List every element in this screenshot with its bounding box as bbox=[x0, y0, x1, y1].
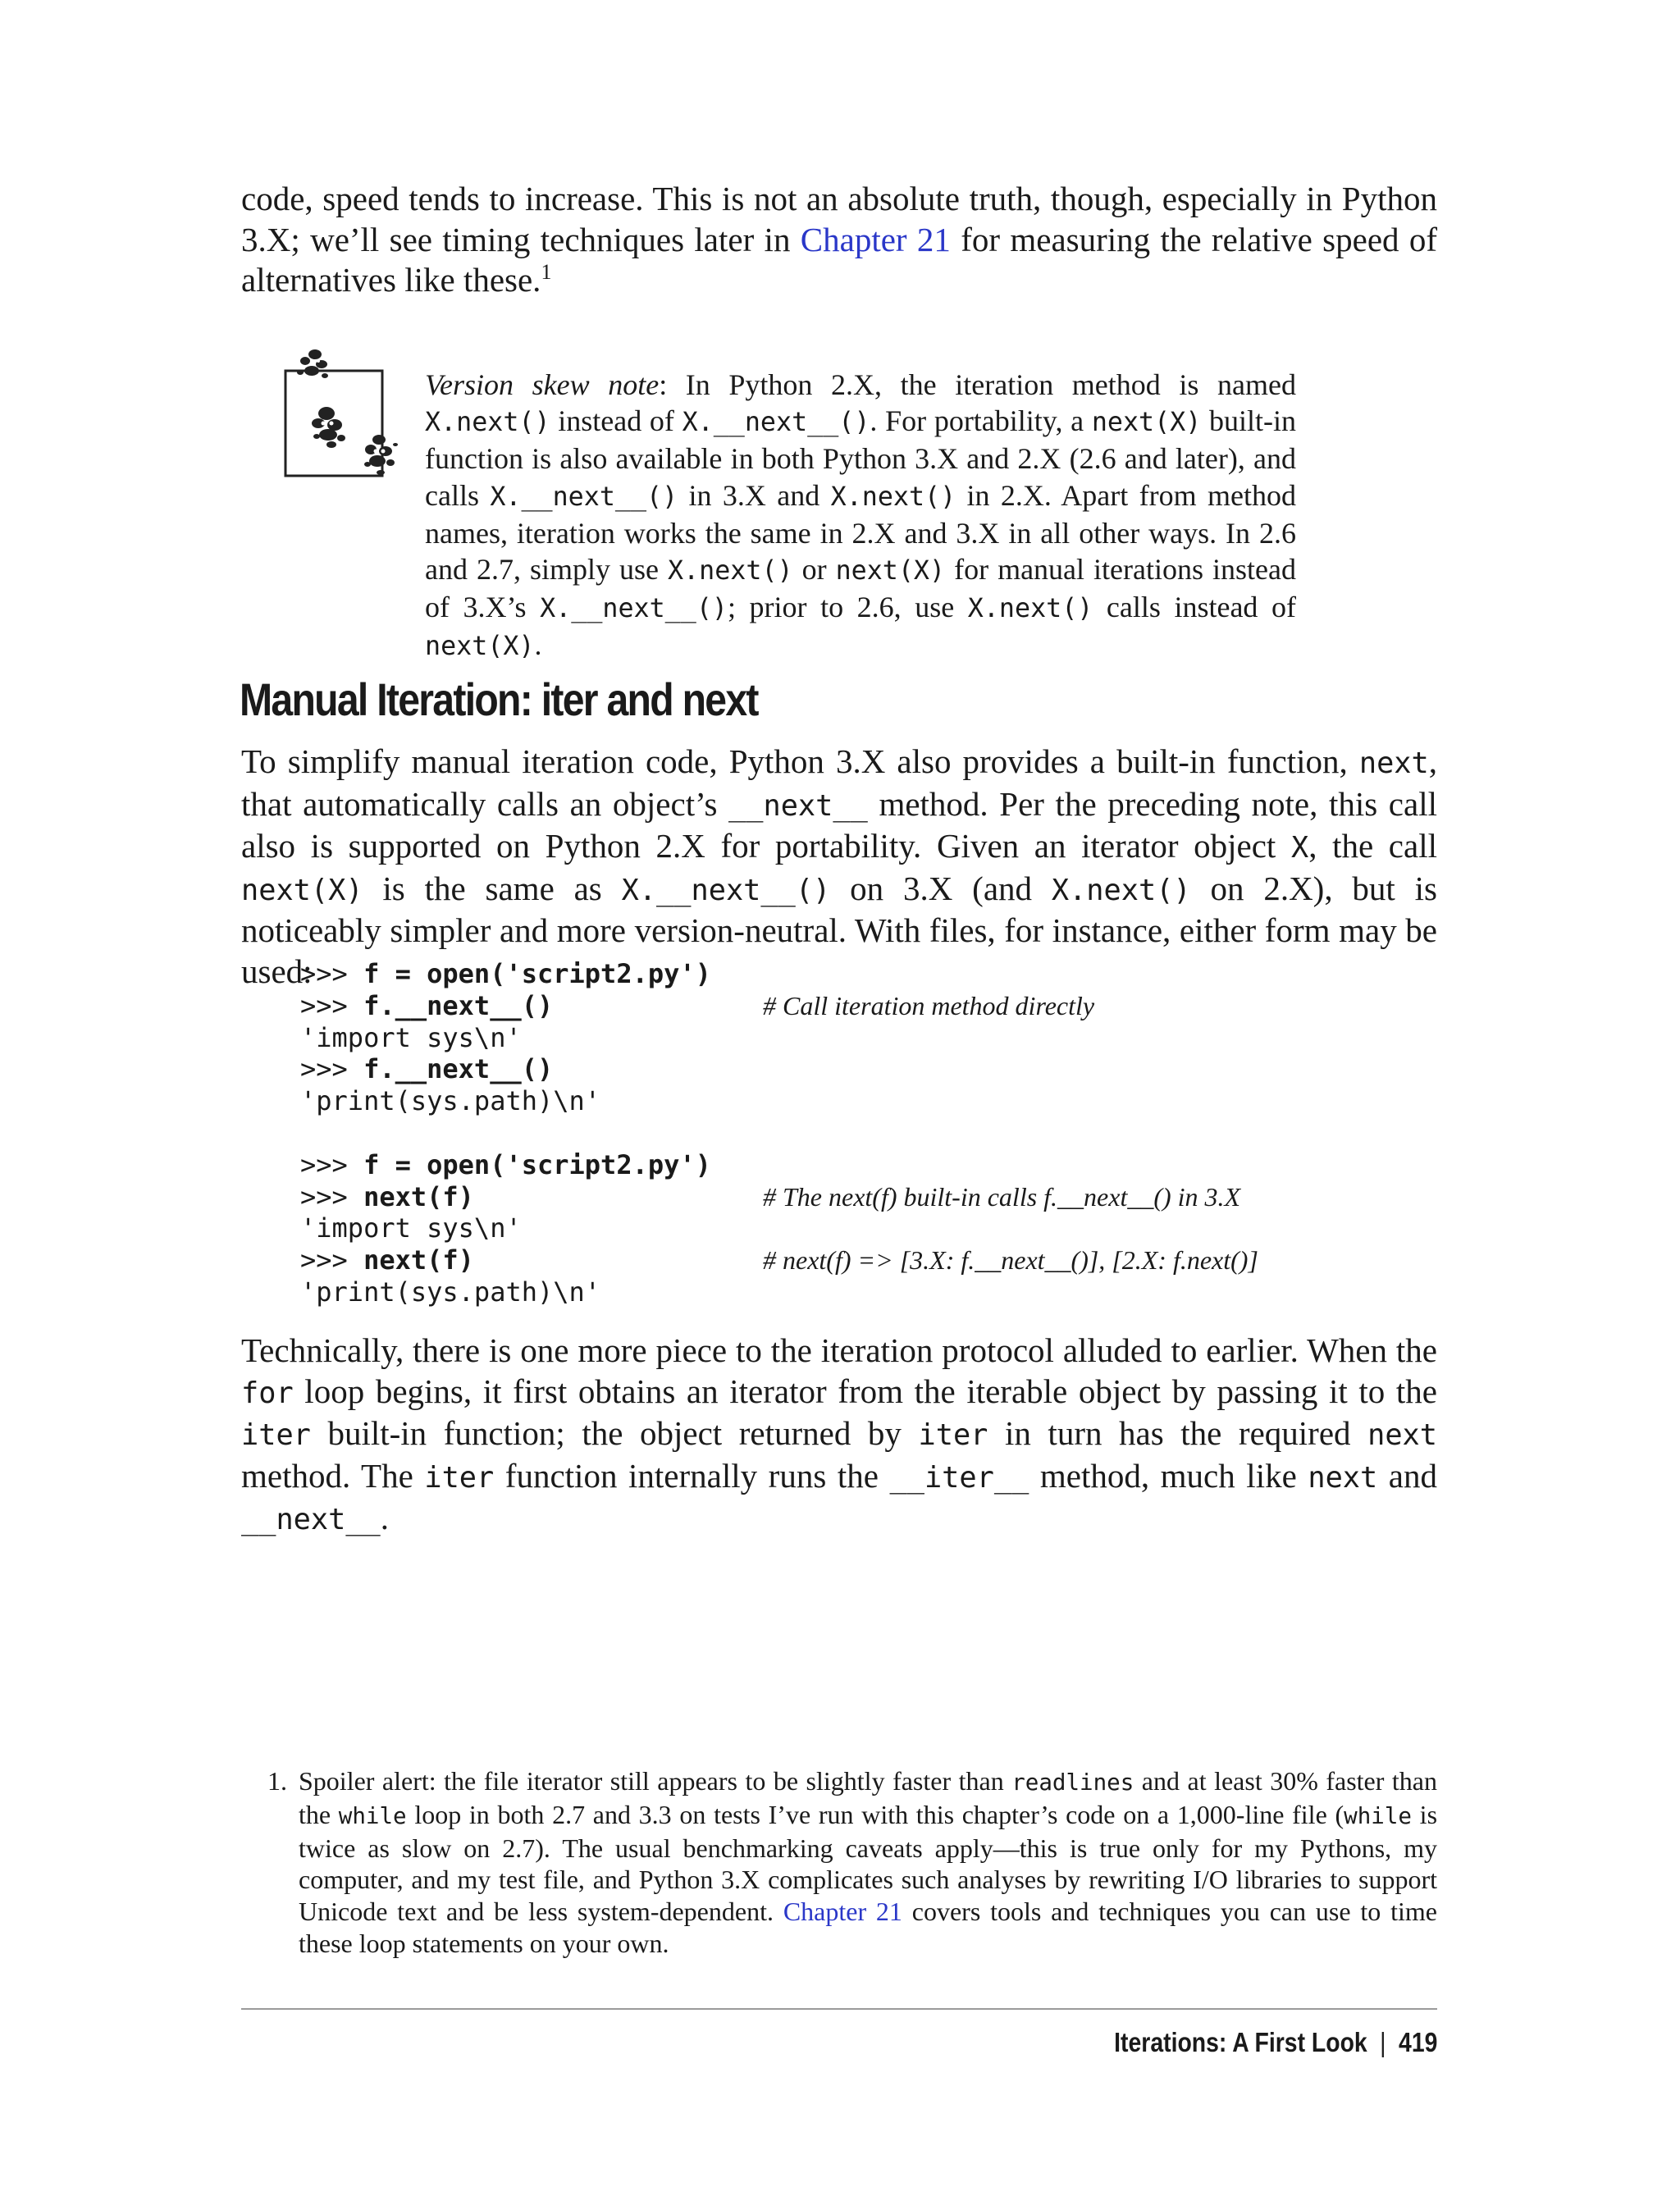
footnote-ref[interactable]: 1 bbox=[541, 260, 552, 285]
code-listing bbox=[300, 958, 1432, 1308]
code-output: 'import sys\n' bbox=[300, 1021, 522, 1053]
body-paragraph: To simplify manual iteration code, Python 3.X also provides a built-in function, next, that automatically calls an object’s __next__ method. Per the preceding note, this call also is supported on Python 2.X for portability. Given an iterator object X, the call next(X) is the same as X.__next__() on 3.X (and X.next() on 2.X), but is noticeably simpler and more version-neutral. With files, for instance, either form may be used: bbox=[241, 742, 1438, 990]
code-line: >>> next(f) # The next(f) built-in calls f.__next__() in 3.X bbox=[300, 1180, 1241, 1212]
code-comment: # The next(f) built-in calls f.__next__() in 3.X bbox=[763, 1181, 1241, 1212]
note-label: Version skew note bbox=[425, 368, 660, 401]
code-line: >>> f = open('script2.py') bbox=[300, 1148, 711, 1180]
footer-separator: | bbox=[1379, 2027, 1386, 2057]
code-line: >>> f = open('script2.py') bbox=[300, 958, 711, 989]
section-heading: Manual Iteration: iter and next bbox=[240, 673, 758, 725]
intro-paragraph: code, speed tends to increase. This is not an absolute truth, though, especially in Python 3.X; we’ll see timing techniques later in Chapter 21 for measuring the relative speed of alternatives like these.$^1$ bbox=[241, 180, 1437, 299]
footnote-number: 1. bbox=[267, 1766, 287, 1796]
page-number: 419 bbox=[1398, 2027, 1437, 2057]
footer-divider bbox=[241, 2008, 1437, 2010]
code-output: 'import sys\n' bbox=[300, 1212, 522, 1244]
code-comment: # next(f) => [3.X: f.__next__()], [2.X: f.next()] bbox=[763, 1245, 1258, 1276]
code-line: >>> next(f) # next(f) => [3.X: f.__next__()], [2.X: f.next()] bbox=[300, 1244, 1258, 1276]
footnote bbox=[262, 1765, 1437, 1960]
running-title: Iterations: A First Look bbox=[1113, 2027, 1367, 2057]
version-skew-note: Version skew note: In Python 2.X, the iteration method is named X.next() instead of X.__next__(). For portability, a next(X) built-in function is also available in both Python 3.X and 2.X (2.6 and later), and calls X.__next__() in 3.X and X.next() in 2.X. Apart from method names, iteration works the same in 2.X and 3.X in all other ways. In 2.6 and 2.7, simply use X.next() or next(X) for manual iterations instead of 3.X’s X.__next__(); prior to 2.6, use X.next() calls instead of next(X). bbox=[425, 368, 1296, 662]
body-paragraph: Technically, there is one more piece to the iteration protocol alluded to earlier. When the for loop begins, it first obtains an iterator from the iterable object by passing it to the iter built-in function; the object returned by iter in turn has the required next method. The iter function internally runs the __iter__ method, much like next and __next__. bbox=[241, 1331, 1437, 1537]
code-output: 'print(sys.path)\n' bbox=[300, 1085, 601, 1117]
code-line: >>> f.__next__() bbox=[300, 1053, 554, 1085]
footnote-text: Spoiler alert: the file iterator still appears to be slightly faster than readlines and at least 30% faster than the while loop in both 2.7 and 3.3 on tests I’ve run with this chapter’s code on a 1,000-line file (while is twice as slow on 2.7). The usual benchmarking caveats apply—this is true only for my Pythons, my computer, and my test file, and Python 3.X complicates such analyses by rewriting I/O libraries to support Unicode text and be less system-dependent. Chapter 21 covers tools and techniques you can use to time these loop statements on your own. bbox=[299, 1766, 1438, 1958]
crow-note-icon bbox=[282, 343, 413, 489]
chapter-21-link[interactable]: Chapter 21 bbox=[783, 1897, 902, 1927]
code-comment: # Call iteration method directly bbox=[763, 990, 1095, 1020]
code-line: >>> f.__next__() # Call iteration method directly bbox=[300, 989, 1095, 1021]
chapter-21-link[interactable]: Chapter 21 bbox=[800, 220, 951, 258]
page-footer bbox=[1114, 2018, 1437, 2067]
code-output: 'print(sys.path)\n' bbox=[300, 1276, 601, 1308]
